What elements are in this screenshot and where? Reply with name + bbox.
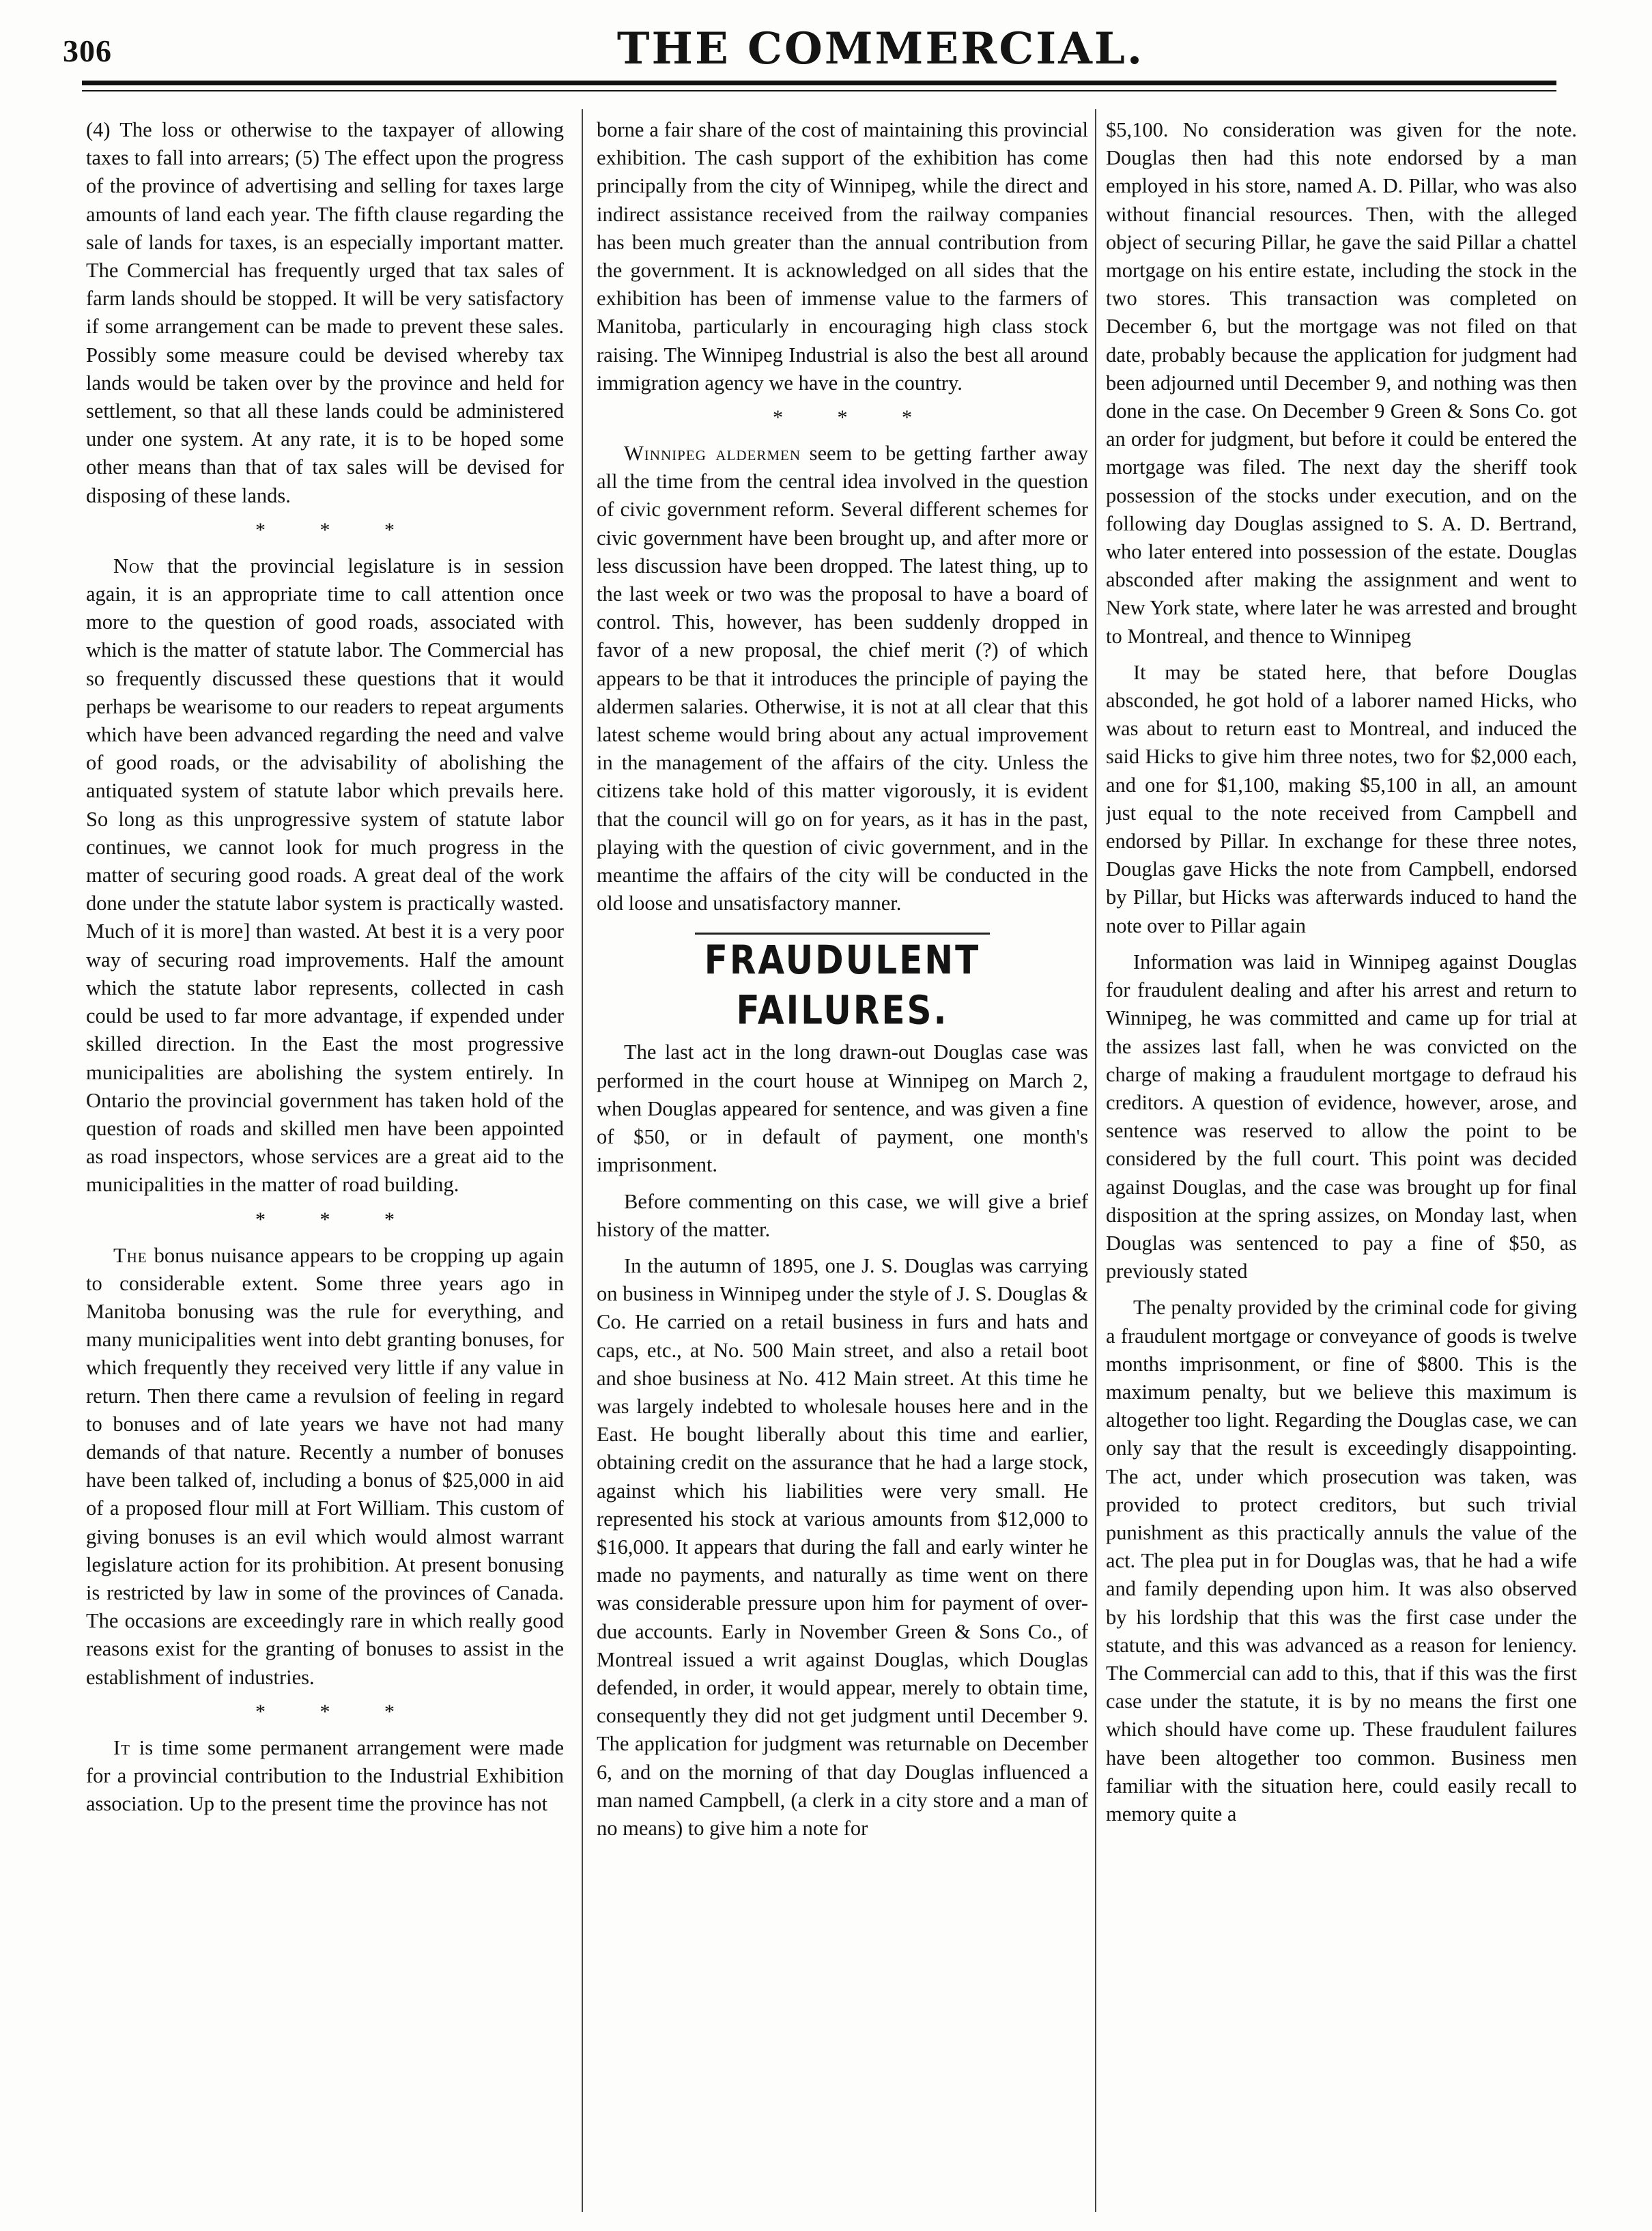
paragraph-text: is time some permanent arrangement were made for a provincial contribution to the Industrial Exhibition association. Up to the present time the province has not (86, 1735, 564, 1816)
article-paragraph (597, 1038, 1088, 1179)
paragraph-lead-word: The (113, 1243, 147, 1267)
section-divider-stars: * * * (255, 1208, 419, 1231)
paragraph-text: The penalty provided by the criminal code for giving a fraudulent mortgage or conveyance of goods is twelve months imprisonment, or fine of $800. This is the maximum penalty, but we believe this maximum is altogether too light. Regarding the Douglas case, we can only say that the result is exceedingly disappointing. The act, under which prosecution was taken, was provided to protect creditors, but such trivial punishment as this practically annuls the value of the act. The plea put in for Douglas was, that he had a wife and family depending upon him. It was also observed by his lordship that this was the first case under the statute, and this was advanced as a reason for leniency. The Commercial can add to this, that if this was the first case under the statute, it is by no means the first one which should have come up. These fraudulent failures have been altogether too common. Business men familiar with the situation here, could easily recall to memory quite a (1106, 1296, 1577, 1825)
paragraph-text: Before commenting on this case, we will give a brief history of the matter. (597, 1189, 1088, 1241)
paragraph-lead-word: Now (113, 554, 155, 578)
article-paragraph (597, 1252, 1088, 1843)
column-3 (1106, 116, 1577, 2212)
article-paragraph (1106, 116, 1577, 651)
article-paragraph (597, 116, 1088, 397)
article-paragraph (1106, 1294, 1577, 1828)
page-number: 306 (63, 33, 112, 68)
masthead-title: THE COMMERCIAL. (616, 23, 1145, 74)
article-paragraph (86, 1242, 564, 1692)
article-paragraph (597, 1188, 1088, 1244)
column-2 (597, 116, 1088, 2212)
paragraph-text: seem to be getting farther away all the time from the central idea involved in the question of civic government reform. Several different schemes for civic government have been brought up, and after more or less discussion have been dropped. The latest thing, up to the last week or two was the proposal to have a board of control. This, however, has been suddenly dropped in favor of a new proposal, the chief merit (?) of which appears to be that it introduces the principle of paying the aldermen salaries. Otherwise, it is not at all clear that this latest scheme would bring about any actual improvement in the management of the affairs of the city. Unless the citizens take hold of this matter vigorously, it is evident that the council will go on for years, as it has in the past, playing with the question of civic government, and in the meantime the affairs of the city will be conducted in the old loose and unsatisfactory manner. (597, 442, 1088, 915)
masthead-rule-thin (82, 90, 1556, 91)
article-paragraph (1106, 659, 1577, 940)
paragraph-lead-word: It (113, 1735, 130, 1759)
paragraph-text: The last act in the long drawn-out Douglas case was performed in the court house at Winnipeg on March 2, when Douglas appeared for sentence, and was given a fine of $50, or in default of payment, one month's imprisonment. (597, 1040, 1088, 1177)
article-paragraph (86, 116, 564, 510)
paragraph-text: (4) The loss or otherwise to the taxpayer of allowing taxes to fall into arrears; (5) The effect upon the progress of the province of advertising and selling for taxes large amounts of land each year. The fifth clause regarding the sale of lands for taxes, is an especially important matter. The Commercial has frequently urged that tax sales of farm lands should be stopped. It will be very satisfactory if some arrangement can be made to prevent these sales. Possibly some measure could be devised whereby tax lands would be taken over by the province and held for settlement, so that all these lands could be administered under one system. At any rate, it is to be hoped some other means than that of tax sales will be devised for disposing of these lands. (86, 118, 564, 507)
paragraph-text: Information was laid in Winnipeg against Douglas for fraudulent dealing and after his arrest and return to Winnipeg, he was committed and came up for trial at the assizes last fall, when he was convicted on the charge of making a fraudulent mortgage to defraud his creditors. A question of evidence, however, arose, and sentence was reserved to allow the point to be considered by the full court. This point was decided against Douglas, and the case was brought up for final disposition at the spring assizes, on Monday last, when Douglas was sentenced to pay a fine of $50, as previously stated (1106, 950, 1577, 1283)
column-1 (86, 116, 564, 2212)
paragraph-text: $5,100. No consideration was given for the note. Douglas then had this note endorsed by a man employed in his store, named A. D. Pillar, who was also without financial resources. Then, with the alleged object of securing Pillar, he gave the said Pillar a chattel mortgage on his entire estate, including the stock in the two stores. This transaction was completed on December 6, but the mortgage was not filed on that date, probably because the application for judgment had been adjourned until December 9, and nothing was then done in the case. On December 9 Green & Sons Co. got an order for judgment, but before it could be entered the mortgage was filed. The next day the sheriff took possession of the stocks under execution, and on the following day Douglas assigned to S. A. D. Bertrand, who later entered into possession of the estate. Douglas absconded after making the assignment and went to New York state, where later he was arrested and brought to Montreal, and thence to Winnipeg (1106, 118, 1577, 648)
article-paragraph (86, 1734, 564, 1819)
paragraph-text: In the autumn of 1895, one J. S. Douglas was carrying on business in Winnipeg under the style of J. S. Douglas & Co. He carried on a retail business in furs and hats and caps, etc., at No. 500 Main street, and also a retail boot and shoe business at No. 412 Main street. At this time he was largely indebted to wholesale houses here and in the East. He bought liberally about this time and earlier, obtaining credit on the assurance that he had a large stock, against which his liabilities were very small. He represented his stock at various amounts from $12,000 to $16,000. It appears that during the fall and early winter he made no payments, and naturally as time went on there was considerable pressure upon him for payment of over-due accounts. Early in November Green & Sons Co., of Montreal issued a writ against Douglas, which Douglas defended, in order, it would appear, merely to obtain time, consequently they did not get judgment until December 9. The application for judgment was returnable on December 6, and on the morning of that day Douglas influenced a man named Campbell, (a clerk in a city store and a man of no means) to give him a note for (597, 1253, 1088, 1840)
column-divider (1095, 109, 1096, 2212)
paragraph-text: borne a fair share of the cost of maintaining this provincial exhibition. The cash support of the exhibition has come principally from the city of Winnipeg, while the direct and indirect assistance received from the railway companies has been much greater than the annual contribution from the government. It is acknowledged on all sides that the exhibition has been of immense value to the farmers of Manitoba, particularly in encouraging high class stock raising. The Winnipeg Industrial is also the best all around immigration agency we have in the country. (597, 118, 1088, 395)
section-divider-stars: * * * (773, 406, 937, 429)
article-paragraph (1106, 948, 1577, 1285)
paragraph-text: bonus nuisance appears to be cropping up again to considerable extent. Some three years ago in Manitoba bonusing was the rule for everything, and many municipalities went into debt granting bonuses, for which frequently they received very little if any value in return. Then there came a revulsion of feeling in regard to bonuses and of late years we have not had many demands of that nature. Recently a number of bonuses have been talked of, including a bonus of $25,000 in aid of a proposed flour mill at Fort William. This custom of giving bonuses is an evil which would almost warrant legislature action for its prohibition. At present bonusing is restricted by law in some of the provinces of Canada. The occasions are exceedingly rare in which really good reasons exist for the granting of bonuses to assist in the establishment of industries. (86, 1243, 564, 1689)
section-divider-stars: * * * (255, 518, 419, 541)
paragraph-text: that the provincial legislature is in session again, it is an appropriate time to call attention once more to the question of good roads, associated with which is the matter of statute labor. The Commercial has so frequently discussed these questions that it would perhaps be wearisome to our readers to repeat arguments which have been advanced regarding the need and valve of good roads, or the advisability of abolishing the antiquated system of statute labor which prevails here. So long as this unprogressive system of statute labor continues, we cannot look for much progress in the matter of securing good roads. A great deal of the work done under the statute labor system is practically wasted. Much of it is more] than wasted. At best it is a very poor way of securing road improvements. Half the amount which the statute labor represents, collected in cash could be used to far more advantage, if expended under skilled direction. In the East the most progressive municipalities are abolishing the system entirely. In Ontario the provincial government has taken hold of the question of roads and skilled men have been appointed as road inspectors, whose services are a great aid to the municipalities in the matter of road building. (86, 554, 564, 1197)
masthead-rule (82, 81, 1556, 85)
paragraph-lead-word: Winnipeg aldermen (624, 442, 801, 466)
column-divider (582, 109, 583, 2212)
section-divider-stars: * * * (255, 1700, 419, 1723)
article-paragraph (597, 440, 1088, 918)
article-paragraph (86, 552, 564, 1199)
paragraph-text: It may be stated here, that before Douglas absconded, he got hold of a laborer named Hicks, who was about to return east to Montreal, and induced the said Hicks to give him three notes, two for $2,000 each, and one for $1,100, making $5,100 in all, an amount just equal to the note received from Campbell and endorsed by Pillar. In exchange for these three notes, Douglas gave Hicks the note from Campbell, endorsed by Pillar, but Hicks was afterwards induced to hand the note over to Pillar again (1106, 660, 1577, 937)
article-heading: FRAUDULENT FAILURES. (704, 937, 981, 1034)
